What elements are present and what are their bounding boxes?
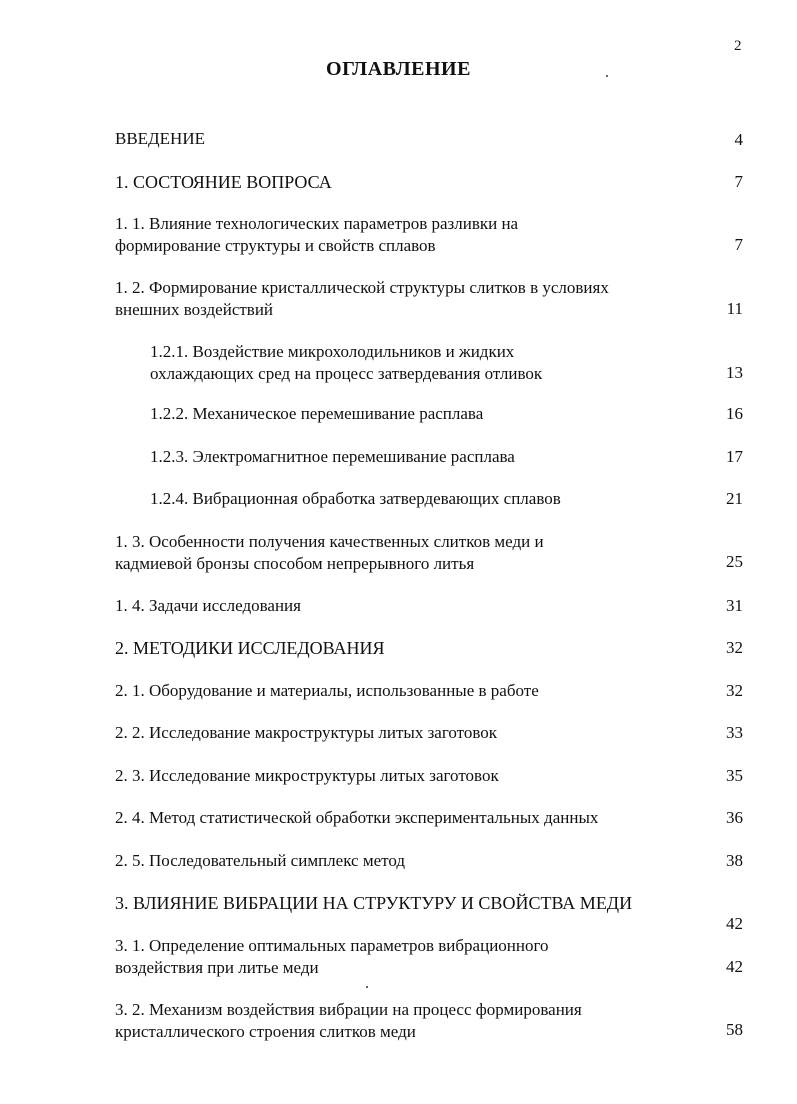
toc-entry[interactable]: [150, 341, 542, 385]
toc-page-number: 32: [726, 638, 743, 657]
toc-entry-line: 3. ВЛИЯНИЕ ВИБРАЦИИ НА СТРУКТУРУ И СВОЙСТВА МЕДИ: [115, 893, 633, 913]
toc-entry[interactable]: [115, 892, 632, 914]
toc-entry-line: внешних воздействий: [115, 300, 274, 319]
toc-page-number: 31: [726, 596, 743, 615]
toc-entry-line: 2. 2. Исследование макроструктуры литых заготовок: [115, 723, 498, 742]
toc-entry[interactable]: [115, 637, 385, 659]
page-number: 2: [734, 38, 742, 54]
toc-entry-line: 2. 1. Оборудование и материалы, использованные в работе: [115, 681, 539, 700]
toc-page-number: 17: [726, 447, 743, 466]
toc-entry-line: 2. 4. Метод статистической обработки экспериментальных данных: [115, 808, 599, 827]
toc-entry-line: 2. 3. Исследование микроструктуры литых заготовок: [115, 766, 499, 785]
scan-speck: [366, 986, 368, 988]
toc-entry-line: 1. 1. Влияние технологических параметров разливки на: [115, 214, 519, 233]
toc-entry-line: 1. 4. Задачи исследования: [115, 596, 301, 615]
toc-entry[interactable]: [115, 850, 405, 872]
toc-page-number: 58: [726, 1020, 743, 1039]
toc-page-number: 16: [726, 404, 743, 423]
toc-page-number: 21: [726, 489, 743, 508]
toc-entry[interactable]: [115, 807, 598, 829]
toc-entry-line: охлаждающих сред на процесс затвердевания отливок: [150, 364, 543, 383]
toc-page-number: 42: [726, 914, 743, 933]
toc-page-number: 38: [726, 851, 743, 870]
toc-entry-line: воздействия при литье меди: [115, 958, 319, 977]
toc-entry-line: 1.2.2. Механическое перемешивание расплава: [150, 404, 484, 423]
toc-page-number: 32: [726, 681, 743, 700]
toc-page-number: 13: [726, 363, 743, 382]
page-title: ОГЛАВЛЕНИЕ: [326, 58, 471, 80]
toc-entry-line: 1. СОСТОЯНИЕ ВОПРОСА: [115, 172, 332, 192]
toc-page-number: 7: [734, 172, 743, 191]
toc-entry[interactable]: [115, 171, 332, 193]
toc-page-number: 33: [726, 723, 743, 742]
toc-entry[interactable]: [115, 680, 539, 702]
toc-entry-line: кадмиевой бронзы способом непрерывного литья: [115, 554, 475, 573]
toc-entry-line: ВВЕДЕНИЕ: [115, 129, 205, 148]
toc-entry[interactable]: [115, 531, 544, 575]
toc-entry-line: 1.2.4. Вибрационная обработка затвердевающих сплавов: [150, 489, 561, 508]
toc-page-number: 25: [726, 552, 743, 571]
toc-entry-line: 3. 1. Определение оптимальных параметров вибрационного: [115, 936, 549, 955]
toc-entry-line: кристаллического строения слитков меди: [115, 1022, 416, 1041]
toc-entry-line: 1.2.1. Воздействие микрохолодильников и жидких: [150, 342, 515, 361]
toc-entry[interactable]: [115, 999, 582, 1043]
toc-entry[interactable]: [115, 128, 205, 150]
toc-page-number: 42: [726, 957, 743, 976]
toc-page-number: 4: [734, 130, 743, 149]
toc-page-number: 7: [734, 235, 743, 254]
toc-page-number: 35: [726, 766, 743, 785]
scan-speck: [606, 75, 608, 77]
toc-entry[interactable]: [115, 722, 497, 744]
toc-page-number: 11: [726, 299, 743, 318]
toc-entry-line: 3. 2. Механизм воздействия вибрации на процесс формирования: [115, 1000, 582, 1019]
toc-entry[interactable]: [150, 488, 561, 510]
toc-entry[interactable]: [115, 277, 609, 321]
toc-entry-line: 2. МЕТОДИКИ ИССЛЕДОВАНИЯ: [115, 638, 385, 658]
toc-entry-line: 1.2.3. Электромагнитное перемешивание расплава: [150, 447, 515, 466]
toc-entry[interactable]: [150, 446, 515, 468]
toc-entry-line: 2. 5. Последовательный симплекс метод: [115, 851, 406, 870]
toc-entry[interactable]: [115, 935, 549, 979]
toc-entry[interactable]: [115, 765, 499, 787]
toc-entry-line: 1. 2. Формирование кристаллической структуры слитков в условиях: [115, 278, 609, 297]
toc-entry-line: формирование структуры и свойств сплавов: [115, 236, 436, 255]
toc-entry-line: 1. 3. Особенности получения качественных слитков меди и: [115, 532, 544, 551]
toc-entry[interactable]: [150, 403, 483, 425]
toc-page-number: 36: [726, 808, 743, 827]
toc-entry[interactable]: [115, 213, 518, 257]
toc-entry[interactable]: [115, 595, 301, 617]
